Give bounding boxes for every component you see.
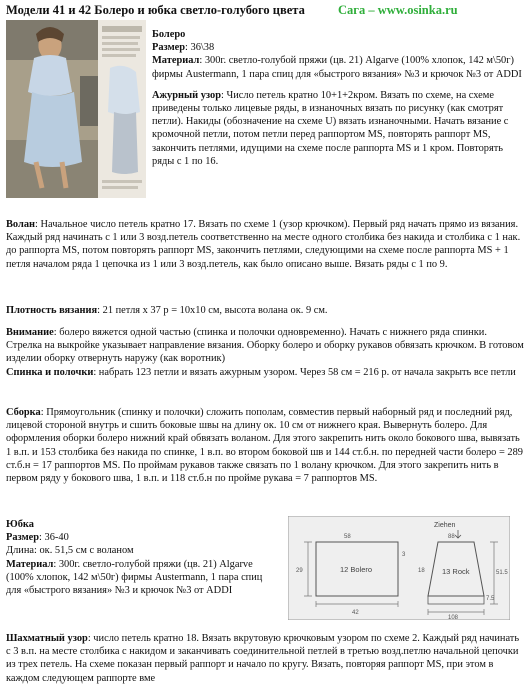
skirt-heading: Юбка [6, 519, 34, 530]
skirt-material-value: : 300г. светло-голубой пряжи (цв. 21) Algarve (100% хлопок, 142 м\50г) фирмы Austermann, 1 пара спиц для «быстрого вязания» №3 и крючок №3 от ADDI [6, 558, 263, 597]
chess-section [6, 632, 524, 685]
bolero-material-label: Материал [152, 55, 200, 67]
diagram-dim: 51.5 [496, 570, 508, 576]
bolero-material-value: : 300г. светло-голубой пряжи (цв. 21) Algarve (100% хлопок, 142 м\50г) фирмы Austermann, 1 пара спиц для «быстрого вязания» №3 и крючок №3 от ADDI [152, 55, 522, 80]
bolero-size-value: : 36\38 [185, 42, 215, 54]
back-fronts-text: : набрать 123 петли и вязать ажурным узором. Через 58 см = 216 р. от начала закрыть все петли [93, 366, 516, 378]
diagram-dim: 58 [344, 534, 351, 540]
volan-label: Волан [6, 219, 36, 230]
bolero-size-label: Размер [152, 42, 186, 54]
diagram-dim: 3 [402, 552, 406, 558]
skirt-material-label: Материал [6, 558, 54, 570]
density-section [6, 304, 524, 317]
volan-text: : Начальное число петель кратно 17. Вязать по схеме 1 (узор крючком). Первый ряд начать прямо из вязания. Каждый ряд начинать с 1 или 3 возд.петель соответственно на месте одного столбика без накида и столбика с 1 нак. до раппорта MS, потом повторять раппорт MS, закончить петлями, следующими на схеме после раппорта MS + 1 петля началом ряда 1 цепочка из 1 или 3 возд.петель, как было описано выше. Вязать ряды с 1 по 9. [6, 219, 521, 270]
diagram-dim: 108 [448, 615, 459, 620]
diagram-top-label: Ziehen [434, 522, 456, 529]
bolero-heading: Болеро [152, 29, 186, 40]
openwork-pattern [152, 89, 524, 168]
skirt-size [6, 531, 276, 544]
back-fronts-label: Спинка и полочки [6, 366, 94, 378]
volan-section [6, 218, 524, 271]
spacer [152, 81, 524, 89]
attention-text: : болеро вяжется одной частью (спинка и полочки одновременно). Начать с нижнего ряда спинки. Стрелка на выкройке указывает направление вязания. Оборку болеро и оборку рукавов обвязать крючком. В готовом изделии оборку отвернуть наружу (как воротник) [6, 327, 524, 365]
density-text: : 21 петля х 37 р = 10х10 см, высота волана ок. 9 см. [97, 305, 328, 316]
header [6, 2, 526, 20]
site-credit: Сага – www.osinka.ru [338, 3, 458, 17]
skirt-length: Длина: ок. 51,5 см с воланом [6, 545, 134, 557]
magazine-photo [6, 20, 146, 198]
density-label: Плотность вязания [6, 305, 98, 316]
skirt-material [6, 558, 276, 598]
pattern-schematic [288, 516, 510, 620]
diagram-trap-label: 13 Rock [442, 567, 470, 576]
openwork-label: Ажурный узор [152, 89, 221, 101]
diagram-dim: 42 [352, 610, 359, 616]
diagram-rect-label: 12 Bolero [340, 565, 373, 574]
bolero-size [152, 41, 524, 54]
bolero-material [152, 54, 524, 80]
skirt-size-label: Размер [6, 532, 40, 544]
page-title: Модели 41 и 42 Болеро и юбка светло-голубого цвета [6, 3, 305, 17]
diagram-dim: 7.5 [486, 596, 495, 602]
attention-section [6, 326, 524, 379]
openwork-text: : Число петель кратно 10+1+2кром. Вязать по схеме, на схеме приведены только лицевые ряды, в изнаночных вязать по рисунку (как смотрят петли). Накиды (обозначение на схеме U) вязать изнаночными. Начать вязание с кромочной петли, потом петли перед раппортом MS, повторять раппорт MS, закончить петлями, идущими на схеме после раппорта MS и 1 кром. Повторять ряды с 1 по 16. [152, 89, 509, 167]
assembly-section [6, 406, 524, 485]
chess-text: : число петель кратно 18. Вязать вкрутовую крючковым узором по схеме 2. Каждый ряд начинать с 3 в.п. на месте столбика с накидом и заканчивать соединительной петлей в третью возд.петлю начальной цепочки из трех петель. На схеме показан первый раппорт и начало по кругу. Вязать, повторяя раппорт MS, при этом в каждом следующем раппорте вме [6, 633, 520, 684]
chess-label: Шахматный узор [6, 633, 88, 644]
skirt-size-value: : 36-40 [39, 532, 69, 544]
assembly-text: : Прямоугольник (спинку и полочки) сложить пополам, совместив первый наборный ряд и последний ряд, лицевой стороной внутрь и сшить боковые швы на длину ок. 10 см от нижнего края. Вывернуть болеро. Для оформления оборки болеро нижний край обвязать воланом. Для этого закрепить нить около бокового шва, вывязать 1 в.п. и 153 столбика без накида по спинке, 1 в.п. во втором боковой шв и 144 ст.б.н. по передней части болеро = 289 ст.б.н = 17 раппортов MS. По проймам рукавов также связать по 1 волану крючком. Для этого закрепить нить в первом ряду у бокового шва, 1 в.п. и 118 ст.б.н по пройме рукава = 7 раппортов MS. [6, 407, 523, 485]
skirt-section [6, 518, 276, 597]
diagram-dim: 88 [448, 534, 455, 540]
assembly-label: Сборка [6, 407, 41, 418]
bolero-intro [152, 28, 524, 168]
diagram-dim: 18 [418, 568, 425, 574]
attention-label: Внимание [6, 327, 54, 338]
diagram-dim: 29 [296, 568, 303, 574]
